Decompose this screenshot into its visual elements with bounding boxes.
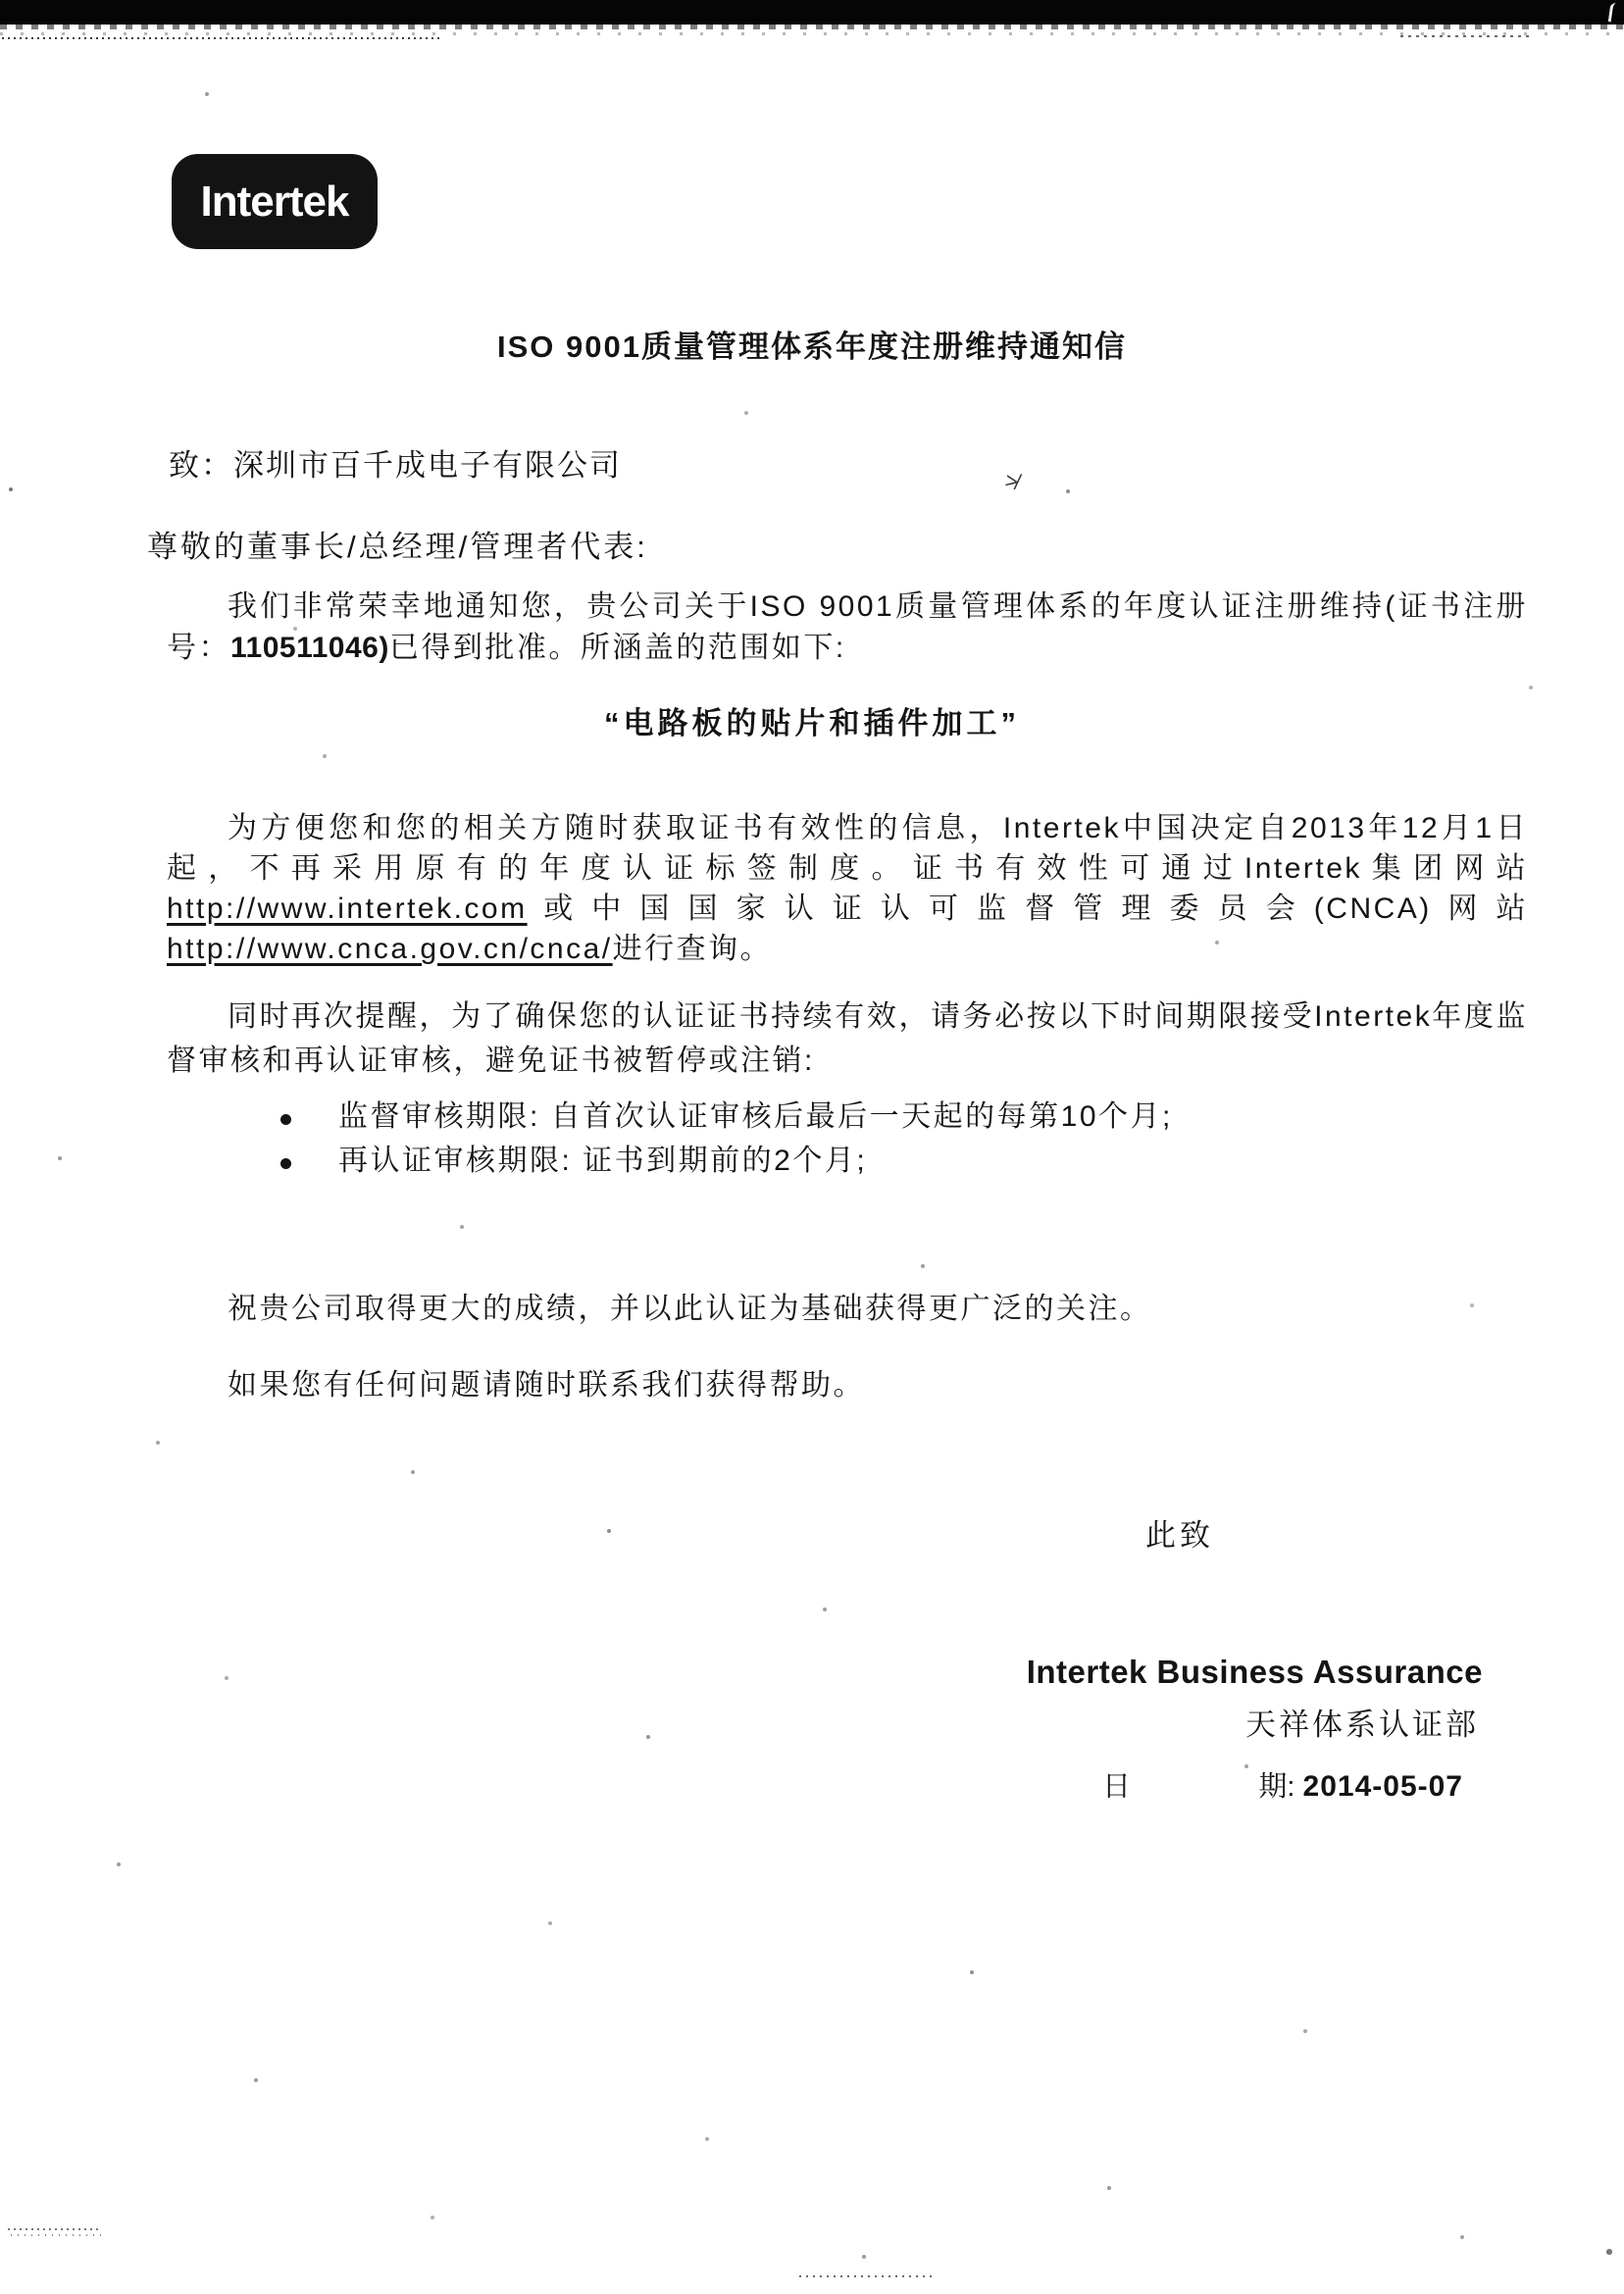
paragraph-validity-text-1: 为方便您和您的相关方随时获取证书有效性的信息，Intertek中国决定自2013年12月1日起，不再采用原有的年度认证标签制度。证书有效性可通过Intertek集团网站 bbox=[167, 812, 1528, 885]
paragraph-approval-text-2: 已得到批准。所涵盖的范围如下: bbox=[388, 632, 846, 664]
date-value: 2014-05-07 bbox=[1302, 1770, 1463, 1803]
paragraph-approval-text-1: 我们非常荣幸地通知您，贵公司关于ISO 9001质量管理体系的年度认证注册维持(证书注册号： bbox=[167, 590, 1528, 664]
closing-salute: 此致 bbox=[1145, 1518, 1214, 1553]
scan-artifact-stray-mark: ≯ bbox=[1003, 468, 1021, 494]
paragraph-wishes: 祝贵公司取得更大的成绩，并以此认证为基础获得更广泛的关注。 bbox=[228, 1293, 1152, 1325]
signature-department: 天祥体系认证部 bbox=[1245, 1708, 1479, 1742]
certification-scope: “电路板的贴片和插件加工” bbox=[604, 706, 1020, 740]
intertek-logo-text: Intertek bbox=[200, 177, 349, 226]
bullet-icon bbox=[280, 1114, 291, 1125]
salutation-line: 尊敬的董事长/总经理/管理者代表: bbox=[147, 530, 648, 564]
scan-artifact-bottom-center-dots bbox=[799, 2275, 937, 2277]
scan-artifact-dotted-line-right bbox=[1400, 35, 1534, 37]
paragraph-validity-text-3: 进行查询。 bbox=[612, 933, 773, 965]
date-label-left: 日 bbox=[1102, 1771, 1132, 1803]
bullet-icon bbox=[280, 1158, 291, 1169]
scan-artifact-top-bar bbox=[0, 0, 1624, 25]
scan-artifact-top-bar-ragged-edge bbox=[0, 25, 1624, 29]
list-item-surveillance-audit bbox=[279, 1100, 1173, 1134]
paragraph-validity-text-2: 或中国国家认证认可监督管理委员会(CNCA)网站 bbox=[527, 892, 1528, 925]
signature-company: Intertek Business Assurance bbox=[1026, 1654, 1483, 1690]
scan-artifact-dotted-line-left bbox=[2, 37, 443, 39]
date-line bbox=[1102, 1764, 1463, 1805]
recipient-line: 致：深圳市百千成电子有限公司 bbox=[169, 448, 622, 483]
certificate-number: 110511046) bbox=[230, 632, 389, 664]
intertek-logo bbox=[172, 154, 378, 249]
intertek-website-url: http://www.intertek.com bbox=[167, 892, 528, 925]
paragraph-reminder: 同时再次提醒，为了确保您的认证证书持续有效，请务必按以下时间期限接受Intertek年度监督审核和再认证审核，避免证书被暂停或注销: bbox=[167, 1000, 1528, 1077]
paragraph-validity bbox=[167, 808, 1528, 969]
document-title-latin: ISO 9001 bbox=[497, 330, 641, 364]
date-right-group bbox=[1258, 1764, 1463, 1805]
paragraph-contact: 如果您有任何问题请随时联系我们获得帮助。 bbox=[228, 1369, 865, 1402]
date-label-right: 期: bbox=[1258, 1771, 1295, 1803]
scan-noise-specks bbox=[0, 0, 2, 2]
list-item-text: 再认证审核期限: 证书到期前的2个月; bbox=[338, 1145, 868, 1177]
cnca-website-url: http://www.cnca.gov.cn/cnca/ bbox=[167, 933, 613, 965]
list-item-text: 监督审核期限: 自首次认证审核后最后一天起的每第10个月; bbox=[338, 1100, 1173, 1133]
audit-deadlines-list bbox=[279, 1100, 1173, 1189]
scan-artifact-bottom-left-specks bbox=[8, 2228, 101, 2236]
document-title bbox=[0, 322, 1624, 366]
paragraph-approval bbox=[167, 586, 1528, 669]
document-title-chinese: 质量管理体系年度注册维持通知信 bbox=[640, 330, 1127, 364]
list-item-recertification-audit bbox=[279, 1145, 1173, 1178]
scan-artifact-top-dust bbox=[0, 32, 1624, 35]
